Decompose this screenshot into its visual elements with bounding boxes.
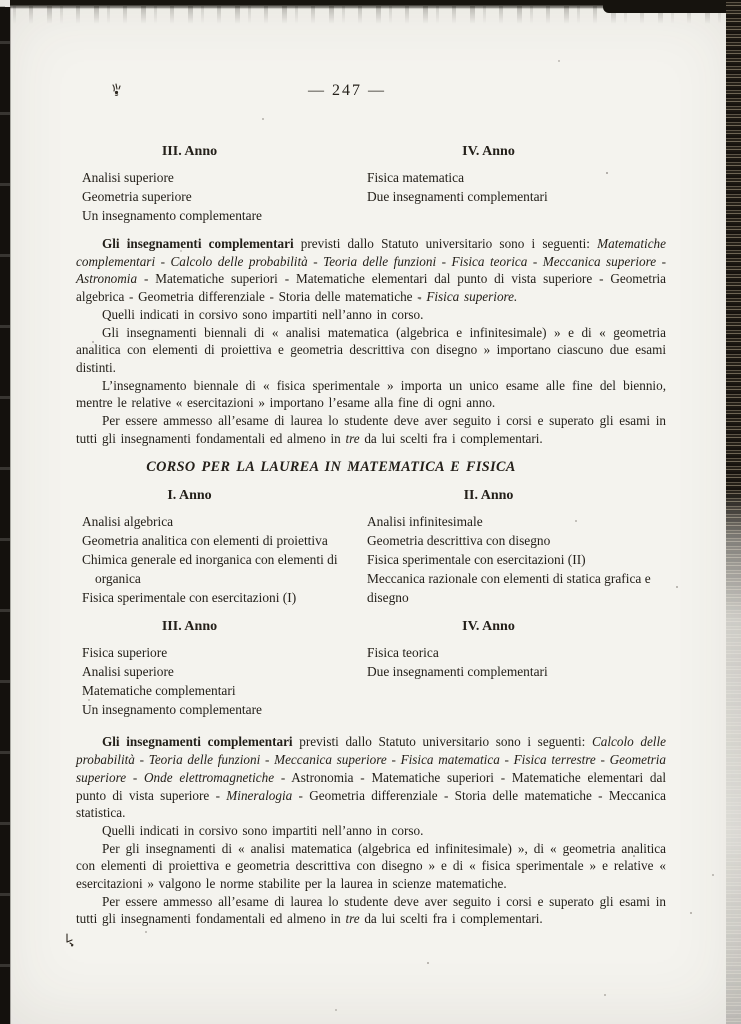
ink-mark-top-left [109,82,125,100]
course-item: Analisi algebrica [82,514,174,530]
body-paragraph [76,235,666,306]
paragraph-group [76,733,666,928]
text-run: - Geometria differenziale - Storia delle matematiche - Meccanica statistica. [76,787,666,821]
year-column-right [367,144,666,225]
course-heading: CORSO PER LA LAUREA IN MATEMATICA E FISICA [146,459,516,476]
body-paragraph [76,324,666,377]
text-run: Fisica superiore. [426,289,518,305]
course-item: Geometria superiore [82,189,192,204]
year-block [76,144,666,225]
body-paragraph [76,377,666,412]
year-column-right [367,488,666,607]
page-number: — 247 — [308,82,386,99]
year-title: III. Anno [161,144,218,159]
body-paragraph [76,893,666,928]
text-run: - Matematiche superiori - Matematiche elementari dal punto di vista superiore - Geometria algebrica - Geometria differenziale - Storia delle matematiche - [76,271,666,305]
text-run: Quelli indicati in corsivo sono impartiti nell’anno in corso. [102,306,424,322]
course-list [367,512,666,607]
year-block [76,619,666,719]
course-item: Due insegnamenti complementari [367,189,548,204]
text-run: Per essere ammesso all’esame di laurea lo studente deve aver seguito i corsi e superato gli esami in tutti gli insegnamenti fondamentali ed almeno in [76,893,666,927]
text-run: previsti dallo Statuto universitario sono i seguenti: [292,734,592,750]
scan-edge-right [726,0,741,1024]
body-paragraph [76,733,666,822]
year-title: IV. Anno [462,144,515,159]
course-item: Chimica generale ed inorganica con elementi di organica [82,552,338,587]
text-run: Gli insegnamenti complementari [102,734,293,750]
course-item: Fisica sperimentale con esercitazioni (II) [367,552,586,568]
text-run: Gli insegnamenti biennali di « analisi matematica (algebrica e infinitesimale) » e di « geometria analitica con elementi di proiettiva e geometria descrittiva con disegno » importano ciascuno due esami distinti. [76,324,666,375]
text-run: L’insegnamento biennale di « fisica sperimentale » importa un unico esame alle fine del biennio, mentre le relative « esercitazioni » importano l’esame alla fine di ogni anno. [76,377,666,411]
course-list [76,168,359,225]
year-column-left [76,488,367,607]
text-run: Gli insegnamenti complementari [102,236,294,251]
course-list [76,643,359,719]
year-column-left [76,144,367,225]
year-title: III. Anno [161,619,218,635]
text-run: Per gli insegnamenti di « analisi matematica (algebrica ed infinitesimale) », di « geometria analitica con elementi di proiettiva e geometria descrittiva con disegno » e di « fisica sperimentale » e relative « esercitazioni » valgono le norme stabilite per la laurea in scienze matematiche. [76,840,666,892]
scan-corner-top-right [603,0,741,13]
section-matematica-fisica [76,459,666,928]
text-run: da lui scelti fra i complementari. [359,911,543,927]
section-scienze-matematiche [76,144,666,447]
year-column-right [367,619,666,719]
ink-specks [0,0,2,2]
page-content [76,82,666,928]
text-run: tre [345,430,360,446]
body-paragraph [76,840,666,893]
year-column-left [76,619,367,719]
year-title: IV. Anno [462,619,515,635]
paragraph-group [76,235,666,447]
text-run: Per essere ammesso all’esame di laurea lo studente deve aver seguito i corsi e superato gli esami in tutti gli insegnamenti fondamentali ed almeno in [76,413,666,446]
year-block [76,488,666,607]
course-list [367,643,666,681]
body-paragraph [76,306,666,324]
course-item: Fisica sperimentale con esercitazioni (I) [82,590,297,606]
course-list [76,512,359,607]
course-item: Fisica superiore [82,645,168,661]
course-item: Meccanica razionale con elementi di statica grafica e disegno [367,571,651,606]
body-paragraph [76,822,666,840]
course-item: Fisica matematica [367,170,465,185]
course-item: Matematiche complementari [82,683,236,699]
text-run: Matematiche complementari - Calcolo delle probabilità - Teoria delle funzioni - Fisica teorica - Meccanica superiore - Astronomia [76,236,666,287]
course-item: Due insegnamenti complementari [367,664,548,680]
year-title: I. Anno [167,488,212,504]
text-run: Calcolo delle probabilità - Teoria delle funzioni - Meccanica superiore - Fisica matematica - Fisica terrestre - Geometria superiore - Onde elettromagnetiche [76,734,666,785]
text-run: - Astronomia - Matematiche superiori - Matematiche elementari dal punto di vista superiore - [76,769,666,803]
text-run: Mineralogia [226,787,293,803]
text-run: previsti dallo Statuto universitario sono i seguenti: [293,236,598,251]
course-list [367,168,666,206]
course-item: Geometria descrittiva con disegno [367,533,551,549]
year-title: II. Anno [463,488,514,504]
text-run: tre [345,911,360,927]
ink-mark-bottom-left [64,932,78,948]
course-item: Analisi infinitesimale [367,514,483,530]
course-item: Fisica teorica [367,645,439,661]
course-item: Un insegnamento complementare [82,208,262,223]
text-run: da lui scelti fra i complementari. [359,430,543,446]
course-item: Analisi superiore [82,664,174,680]
scan-edge-left [0,7,10,1024]
body-paragraph [76,412,666,447]
course-item: Analisi superiore [82,170,174,185]
text-run: Quelli indicati in corsivo sono impartiti nell’anno in corso. [102,822,424,838]
course-item: Geometria analitica con elementi di proiettiva [82,533,328,549]
course-item: Un insegnamento complementare [82,702,262,718]
